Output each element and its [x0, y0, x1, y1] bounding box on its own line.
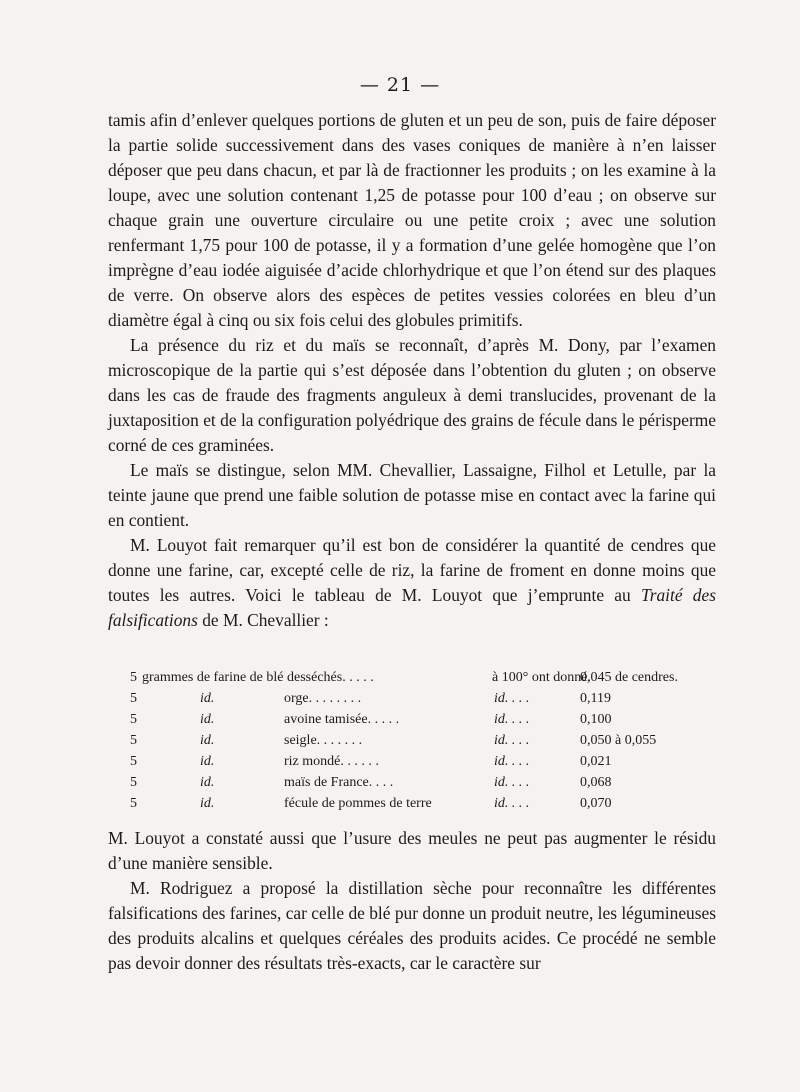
row-desc: grammes de farine de blé desséchés. . . . . — [142, 670, 374, 685]
paragraph-1: tamis afin d’enlever quelques portions de gluten et un peu de son, puis de faire déposer la partie solide successivement dans des vases coniques de manière à n’en laisser déposer que peu dans chacun, et par là de fractionner les produits ; on les examine à la loupe, avec une solution contenant 1,25 de potasse pour 100 d’eau ; on observe sur chaque grain une ouverture circulaire ou une petite croix ; avec une solution renfermant 1,75 pour 100 de potasse, il y a formation d’une gelée homogène que l’on imprègne d’eau iodée aiguisée d’acide chlorhydrique et que l’on étend sur des plaques de verre. On observe alors des espèces de petites vessies colorées en bleu d’un diamètre égal à cinq ou six fois celui des globules primitifs. — [108, 110, 716, 330]
paragraph-5: M. Louyot a constaté aussi que l’usure des meules ne peut pas augmenter le résidu d’une manière sensible. — [108, 828, 716, 873]
row-name: fécule de pommes de terre — [284, 796, 432, 811]
paragraph-3: Le maïs se distingue, selon MM. Chevallier, Lassaigne, Filhol et Letulle, par la teinte jaune que prend une faible solution de potasse mise en contact avec la farine qui en contient. — [108, 460, 716, 530]
row-value: 0,070 — [580, 796, 612, 811]
row-name: maïs de France. . . . — [284, 775, 394, 790]
row-value: 0,045 de cendres. — [580, 670, 678, 685]
paragraph-4-text: M. Louyot fait remarquer qu’il est bon de considérer la quantité de cendres que donne une farine, car, excepté celle de riz, la farine de froment en donne moins que toutes les autres. Voici le tableau de M. Louyot que j’emprunte au — [108, 535, 716, 605]
paragraph-2: La présence du riz et du maïs se reconnaît, d’après M. Dony, par l’examen microscopique de la partie qui s’est déposée dans l’obtention du gluten ; on observe dans les cas de fraude des fragments anguleux à demi translucides, provenant de la juxtaposition et de la configuration polyédrique des grains de fécule dans le périsperme corné de ces graminées. — [108, 335, 716, 455]
row-value: 0,119 — [580, 691, 611, 706]
row-qty: 5 — [130, 670, 137, 685]
ash-table — [130, 667, 720, 814]
row-ref: id. . . . — [494, 775, 530, 790]
table-row — [130, 793, 720, 814]
row-value: 0,050 à 0,055 — [580, 733, 657, 748]
row-qty: 5 — [130, 754, 137, 769]
book-title: Traité des falsifications — [108, 585, 716, 630]
row-qty: 5 — [130, 775, 137, 790]
body-text — [108, 108, 716, 633]
page-number: — 21 — — [359, 74, 441, 96]
row-ref: id. . . . — [494, 796, 530, 811]
row-value: 0,100 — [580, 712, 612, 727]
lower-text — [108, 826, 716, 976]
row-name: avoine tamisée. . . . . — [284, 712, 400, 727]
row-id: id. — [200, 733, 215, 748]
row-ref: id. . . . — [494, 712, 530, 727]
table-row — [130, 751, 720, 772]
row-name: seigle. . . . . . . — [284, 733, 363, 748]
row-id: id. — [200, 754, 215, 769]
row-value: 0,068 — [580, 775, 612, 790]
table-row — [130, 730, 720, 751]
table-row — [130, 688, 720, 709]
row-qty: 5 — [130, 733, 137, 748]
row-ref: à 100° ont donné. — [492, 670, 591, 685]
row-qty: 5 — [130, 691, 137, 706]
table-row — [130, 667, 720, 688]
paragraph-6: M. Rodriguez a proposé la distillation sèche pour reconnaître les différentes falsifications des farines, car celle de blé pur donne un produit neutre, les légumineuses des produits alcalins et quelques céréales des produits acides. Ce procédé ne semble pas devoir donner des résultats très-exacts, car le caractère sur — [108, 878, 716, 973]
row-qty: 5 — [130, 796, 137, 811]
row-name: riz mondé. . . . . . — [284, 754, 379, 769]
row-id: id. — [200, 796, 215, 811]
row-qty: 5 — [130, 712, 137, 727]
paragraph-4-end: de M. Chevallier : — [202, 610, 329, 630]
row-id: id. — [200, 775, 215, 790]
row-ref: id. . . . — [494, 754, 530, 769]
table-row — [130, 772, 720, 793]
row-id: id. — [200, 691, 215, 706]
row-ref: id. . . . — [494, 691, 530, 706]
row-ref: id. . . . — [494, 733, 530, 748]
row-name: orge. . . . . . . . — [284, 691, 362, 706]
paragraph-4 — [108, 533, 716, 633]
row-value: 0,021 — [580, 754, 612, 769]
row-id: id. — [200, 712, 215, 727]
table-row — [130, 709, 720, 730]
